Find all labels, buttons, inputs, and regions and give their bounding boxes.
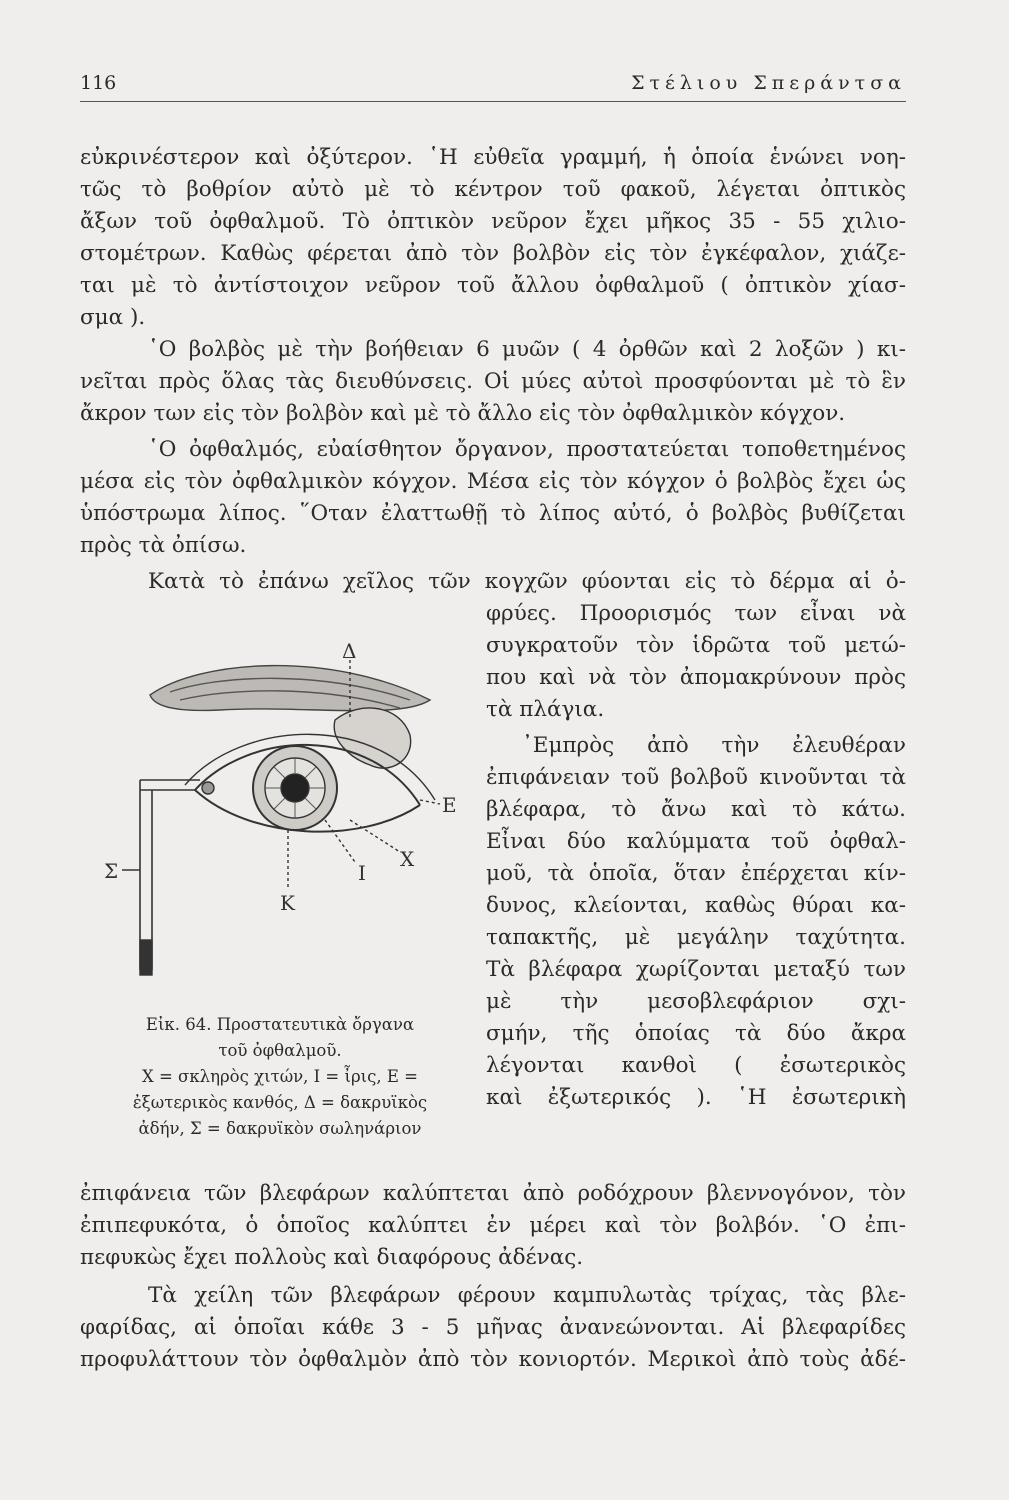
body-line: πεφυκὼς ἔχει πολλοὺς καὶ διαφόρους ἀδένας. [80, 1245, 584, 1270]
body-line: νεῖται πρὸς ὅλας τὰς διευθύνσεις. Οἱ μύες αὐτοὶ προσφύονται μὲ τὸ ἓν [80, 369, 906, 394]
column-line: βλέφαρα, τὸ ἄνω καὶ τὸ κάτω. [486, 797, 906, 822]
body-line: ἄκρον των εἰς τὸν βολβὸν καὶ μὲ τὸ ἄλλο εἰς τὸν ὀφθαλμικὸν κόγχον. [80, 401, 846, 426]
column-line: Τὰ βλέφαρα χωρίζονται μεταξύ των [486, 957, 906, 982]
eye-illustration [100, 640, 470, 1010]
column-line: Εἶναι δύο καλύμματα τοῦ ὀφθαλ- [486, 829, 906, 854]
label-i: Ι [358, 861, 366, 885]
body-line: ῾Ο ὀφθαλμός, εὐαίσθητον ὄργανον, προστατεύεται τοποθετημένος [148, 437, 906, 462]
eye-figure [100, 640, 470, 1010]
body-line: ὑπόστρωμα λίπος. ῞Οταν ἐλαττωθῇ τὸ λίπος αὐτό, ὁ βολβὸς βυθίζεται [80, 501, 906, 526]
body-line: ἄξων τοῦ ὀφθαλμοῦ. Τὸ ὀπτικὸν νεῦρον ἔχει μῆκος 35 - 55 χιλιο- [80, 209, 906, 234]
column-line: μὲ τὴν μεσοβλεφάριον σχι- [486, 989, 906, 1014]
header-rule [80, 101, 906, 102]
column-line: ᾿Εμπρὸς ἀπὸ τὴν ἐλευθέραν [522, 733, 906, 758]
caption-line: ἀδήν, Σ = δακρυϊκὸν σωληνάριον [138, 1119, 422, 1138]
column-line: λέγονται κανθοὶ ( ἐσωτερικὸς [486, 1053, 906, 1078]
body-line: μέσα εἰς τὸν ὀφθαλμικὸν κόγχον. Μέσα εἰς τὸν κόγχον ὁ βολβὸς ἔχει ὡς [80, 469, 906, 494]
page-number: 116 [80, 72, 117, 94]
body-line: πρὸς τὰ ὀπίσω. [80, 533, 247, 558]
running-title: Στέλιου Σπεράντσα [631, 72, 906, 94]
column-line: μοῦ, τὰ ὁποῖα, ὅταν ἐπέρχεται κίν- [486, 861, 906, 886]
label-delta: Δ [342, 640, 357, 663]
label-x: Χ [400, 847, 415, 871]
column-line: δυνος, κλείονται, καθὼς θύραι κα- [486, 893, 906, 918]
label-e: Ε [442, 793, 457, 817]
column-line: τὰ πλάγια. [486, 697, 605, 722]
body-line: Τὰ χείλη τῶν βλεφάρων φέρουν καμπυλωτὰς τρίχας, τὰς βλε- [148, 1283, 906, 1308]
running-head [80, 64, 906, 100]
body-line: ἐπιφάνεια τῶν βλεφάρων καλύπτεται ἀπὸ ροδόχρουν βλεννογόνον, τὸν [80, 1181, 906, 1206]
column-line: ἐπιφάνειαν τοῦ βολβοῦ κινοῦνται τὰ [486, 765, 906, 790]
body-line: Κατὰ τὸ ἐπάνω χεῖλος τῶν κογχῶν φύονται εἰς τὸ δέρμα αἱ ὀ- [148, 569, 906, 594]
column-line: συγκρατοῦν τὸν ἱδρῶτα τοῦ μετώ- [486, 633, 906, 658]
body-line: προφυλάττουν τὸν ὀφθαλμὸν ἀπὸ τὸν κονιορτόν. Μερικοὶ ἀπὸ τοὺς ἀδέ- [80, 1347, 906, 1372]
body-line: εὐκρινέστερον καὶ ὀξύτερον. ῾Η εὐθεῖα γραμμή, ἡ ὁποία ἑνώνει νοη- [80, 145, 906, 170]
body-line: φαρίδας, αἱ ὁποῖαι κάθε 3 - 5 μῆνας ἀνανεώνονται. Αἱ βλεφαρίδες [80, 1315, 906, 1340]
body-line: ῾Ο βολβὸς μὲ τὴν βοήθειαν 6 μυῶν ( 4 ὀρθῶν καὶ 2 λοξῶν ) κι- [148, 337, 906, 362]
body-line: τῶς τὸ βοθρίον αὐτὸ μὲ τὸ κέντρον τοῦ φακοῦ, λέγεται ὀπτικὸς [80, 177, 906, 202]
column-line: που καὶ νὰ τὸν ἀπομακρύνουν πρὸς [486, 665, 906, 690]
caption-line: Χ = σκληρὸς χιτών, Ι = ἶρις, Ε = [142, 1067, 418, 1086]
caption-line: ἐξωτερικὸς κανθός, Δ = δακρυϊκὸς [132, 1093, 428, 1112]
column-line: φρύες. Προορισμός των εἶναι νὰ [486, 601, 906, 626]
column-line: καὶ ἐξωτερικός ). ῾Η ἐσωτερικὴ [486, 1085, 906, 1110]
label-sigma: Σ [104, 859, 119, 883]
caption-line: τοῦ ὀφθαλμοῦ. [218, 1041, 342, 1060]
caption-line: Εἰκ. 64. Προστατευτικὰ ὄργανα [145, 1015, 415, 1034]
body-line: στομέτρων. Καθὼς φέρεται ἀπὸ τὸν βολβὸν εἰς τὸν ἐγκέφαλον, χιάζε- [80, 241, 906, 266]
label-k: Κ [280, 891, 295, 915]
body-line: ἐπιπεφυκότα, ὁ ὁποῖος καλύπτει ἐν μέρει καὶ τὸν βολβόν. ῾Ο ἐπι- [80, 1213, 906, 1238]
body-line: ται μὲ τὸ ἀντίστοιχον νεῦρον τοῦ ἄλλου ὀφθαλμοῦ ( ὀπτικὸν χίασ- [80, 273, 906, 298]
column-line: ταπακτῆς, μὲ μεγάλην ταχύτητα. [486, 925, 906, 950]
body-line: σμα ). [80, 305, 146, 330]
column-line: σμήν, τῆς ὁποίας τὰ δύο ἄκρα [486, 1021, 906, 1046]
